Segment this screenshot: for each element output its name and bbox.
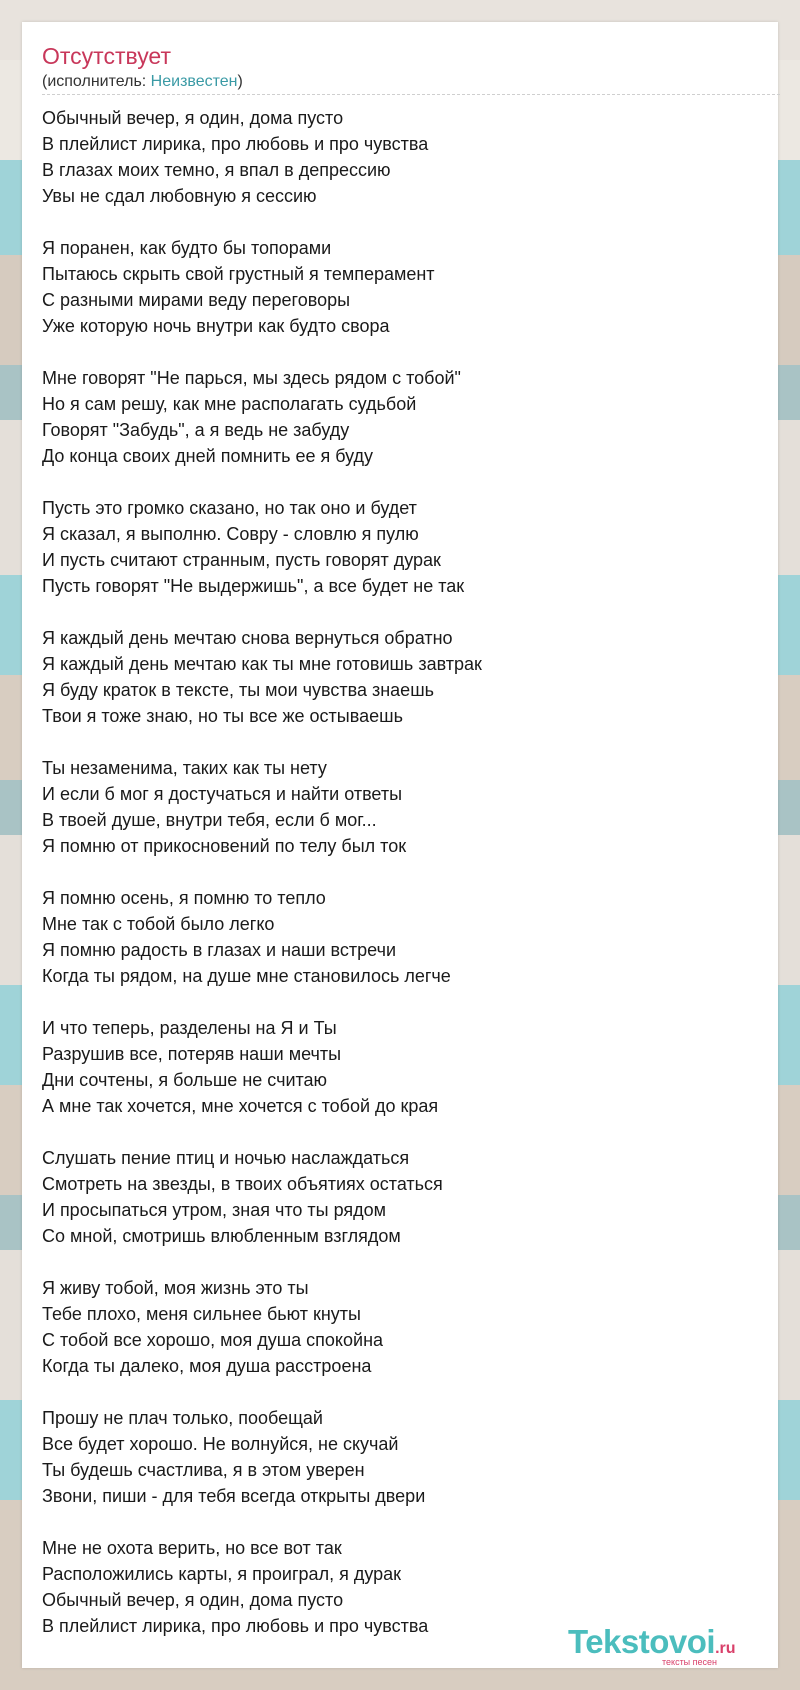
lyric-line: Когда ты рядом, на душе мне становилось легче bbox=[42, 966, 451, 986]
lyric-line: Но я сам решу, как мне располагать судьбой bbox=[42, 394, 417, 414]
lyric-line: Я поранен, как будто бы топорами bbox=[42, 238, 332, 258]
lyric-line: Твои я тоже знаю, но ты все же остываешь bbox=[42, 706, 403, 726]
lyric-line: Ты будешь счастлива, я в этом уверен bbox=[42, 1460, 365, 1480]
lyric-line: Я живу тобой, моя жизнь это ты bbox=[42, 1278, 309, 1298]
lyrics-stanza bbox=[42, 1275, 762, 1379]
lyrics-stanza bbox=[42, 885, 762, 989]
lyric-line: Смотреть на звезды, в твоих объятиях остаться bbox=[42, 1174, 443, 1194]
lyrics-stanza bbox=[42, 495, 762, 599]
lyric-line: Я каждый день мечтаю как ты мне готовишь завтрак bbox=[42, 654, 482, 674]
logo-main-text: Tekstovoi bbox=[568, 1623, 716, 1660]
lyric-line: Тебе плохо, меня сильнее бьют кнуты bbox=[42, 1304, 361, 1324]
logo-tld: .ru bbox=[715, 1640, 736, 1657]
lyrics-stanza bbox=[42, 625, 762, 729]
lyric-line: И просыпаться утром, зная что ты рядом bbox=[42, 1200, 387, 1220]
artist-prefix: (исполнитель: bbox=[42, 73, 151, 90]
lyric-line: До конца своих дней помнить ее я буду bbox=[42, 446, 374, 466]
song-title: Отсутствует bbox=[42, 43, 171, 69]
lyric-line: Пытаюсь скрыть свой грустный я темперамент bbox=[42, 264, 435, 284]
lyric-line: Расположились карты, я проиграл, я дурак bbox=[42, 1564, 402, 1584]
lyric-line: Я буду краток в тексте, ты мои чувства знаешь bbox=[42, 680, 435, 700]
lyric-line: Говорят "Забудь", а я ведь не забуду bbox=[42, 420, 350, 440]
lyrics-stanza bbox=[42, 365, 762, 469]
lyric-line: И если б мог я достучаться и найти ответы bbox=[42, 784, 403, 804]
lyric-line: Обычный вечер, я один, дома пусто bbox=[42, 108, 344, 128]
lyrics-stanza bbox=[42, 755, 762, 859]
lyric-line: Мне так с тобой было легко bbox=[42, 914, 275, 934]
lyric-line: И что теперь, разделены на Я и Ты bbox=[42, 1018, 337, 1038]
lyric-line: Дни сочтены, я больше не считаю bbox=[42, 1070, 328, 1090]
lyric-line: Когда ты далеко, моя душа расстроена bbox=[42, 1356, 372, 1376]
lyrics-stanza bbox=[42, 1405, 762, 1509]
lyric-line: Все будет хорошо. Не волнуйся, не скучай bbox=[42, 1434, 399, 1454]
lyric-line: А мне так хочется, мне хочется с тобой до края bbox=[42, 1096, 439, 1116]
lyric-line: Со мной, смотришь влюбленным взглядом bbox=[42, 1226, 401, 1246]
lyric-line: Разрушив все, потеряв наши мечты bbox=[42, 1044, 342, 1064]
lyric-line: Я помню от прикосновений по телу был ток bbox=[42, 836, 407, 856]
lyric-line: Обычный вечер, я один, дома пусто bbox=[42, 1590, 344, 1610]
lyric-line: Мне не охота верить, но все вот так bbox=[42, 1538, 342, 1558]
lyric-line: Уже которую ночь внутри как будто свора bbox=[42, 316, 390, 336]
lyric-line: С разными мирами веду переговоры bbox=[42, 290, 351, 310]
artist-suffix: ) bbox=[237, 73, 243, 90]
lyric-line: И пусть считают странным, пусть говорят дурак bbox=[42, 550, 441, 570]
lyric-line: Я сказал, я выполню. Совру - словлю я пулю bbox=[42, 524, 419, 544]
lyric-line: Я помню радость в глазах и наши встречи bbox=[42, 940, 397, 960]
lyric-line: Я помню осень, я помню то тепло bbox=[42, 888, 326, 908]
lyrics-stanza bbox=[42, 1145, 762, 1249]
lyric-line: Пусть говорят "Не выдержишь", а все будет не так bbox=[42, 576, 465, 596]
lyric-line: Прошу не плач только, пообещай bbox=[42, 1408, 323, 1428]
lyric-line: Увы не сдал любовную я сессию bbox=[42, 186, 317, 206]
lyric-line: Пусть это громко сказано, но так оно и будет bbox=[42, 498, 417, 518]
lyric-line: В твоей душе, внутри тебя, если б мог... bbox=[42, 810, 377, 830]
lyric-line: В глазах моих темно, я впал в депрессию bbox=[42, 160, 391, 180]
lyric-line: Ты незаменима, таких как ты нету bbox=[42, 758, 327, 778]
artist-link[interactable]: Неизвестен bbox=[150, 73, 238, 90]
lyric-line: В плейлист лирика, про любовь и про чувства bbox=[42, 134, 429, 154]
logo-subtitle: тексты песен bbox=[662, 1657, 718, 1667]
lyric-line: Звони, пиши - для тебя всегда открыты двери bbox=[42, 1486, 426, 1506]
site-logo[interactable] bbox=[568, 1623, 768, 1667]
lyric-line: Мне говорят "Не парься, мы здесь рядом с тобой" bbox=[42, 368, 461, 388]
lyrics-stanza bbox=[42, 1015, 762, 1119]
lyrics-stanza bbox=[42, 235, 762, 339]
header-divider bbox=[42, 94, 780, 95]
lyrics-stanza bbox=[42, 105, 762, 209]
lyrics-card bbox=[22, 22, 778, 1668]
lyric-line: Слушать пение птиц и ночью наслаждаться bbox=[42, 1148, 410, 1168]
lyric-line: С тобой все хорошо, моя душа спокойна bbox=[42, 1330, 384, 1350]
lyric-line: В плейлист лирика, про любовь и про чувства bbox=[42, 1616, 429, 1636]
lyric-line: Я каждый день мечтаю снова вернуться обратно bbox=[42, 628, 453, 648]
artist-line bbox=[42, 72, 243, 92]
lyrics-text bbox=[42, 105, 762, 1665]
